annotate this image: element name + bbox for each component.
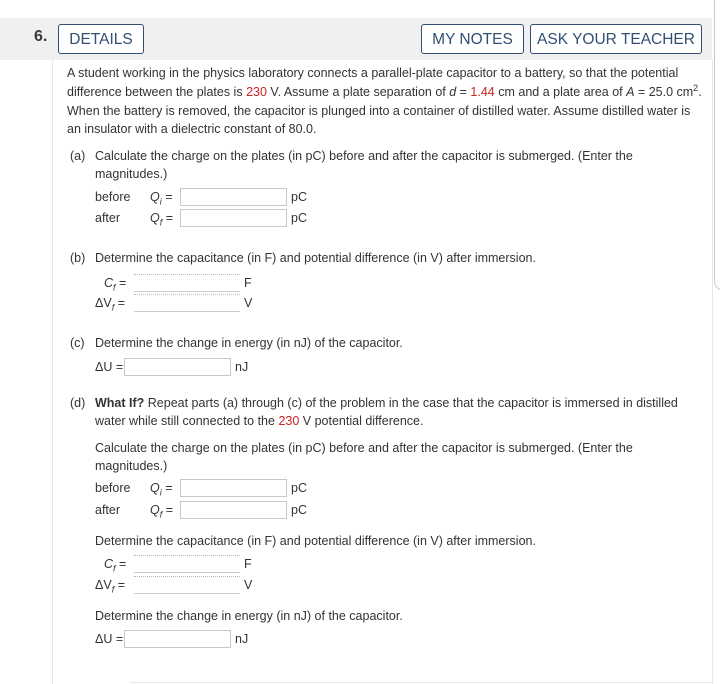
part-d-label: (d)	[70, 396, 86, 410]
part-c-label: (c)	[70, 336, 85, 350]
part-c-text: Determine the change in energy (in nJ) of the capacitor.	[95, 336, 403, 350]
part-d-energy-text: Determine the change in energy (in nJ) of the capacitor.	[95, 609, 403, 623]
part-a-qf-input[interactable]	[180, 209, 287, 227]
before-label: before	[95, 481, 131, 495]
unit-label: V	[244, 296, 253, 310]
after-label: after	[95, 503, 121, 517]
after-label: after	[95, 211, 121, 225]
qf-label: $Q_f$ =	[150, 211, 174, 228]
unit-label: nJ	[235, 632, 249, 646]
unit-label: V	[244, 578, 253, 592]
part-c-du-input[interactable]	[124, 358, 231, 376]
given-separation: 1.44	[470, 85, 495, 99]
scrollbar-edge	[714, 0, 720, 291]
part-d-cf-input[interactable]	[134, 555, 240, 573]
cf-label: $C_f$ =	[104, 276, 127, 293]
given-voltage: 230	[278, 414, 300, 428]
part-d-text: water while still connected to the 230 V potential difference.	[95, 414, 424, 428]
problem-line-1: A student working in the physics laboratory connects a parallel-plate capacitor to a battery, so that the potential	[67, 66, 679, 80]
my-notes-button[interactable]: MY NOTES	[421, 24, 524, 54]
unit-label: pC	[291, 481, 307, 495]
qf-label: $Q_f$ =	[150, 503, 174, 520]
du-label: ΔU =	[95, 632, 124, 646]
part-b-text: Determine the capacitance (in F) and potential difference (in V) after immersion.	[95, 251, 536, 265]
part-d-charge-text: magnitudes.)	[95, 459, 168, 473]
dvf-label: $\Delta V_f$ =	[95, 296, 125, 313]
part-d-du-input[interactable]	[124, 630, 231, 648]
problem-line-4: an insulator with a dielectric constant of 80.0.	[67, 122, 317, 136]
unit-label: nJ	[235, 360, 249, 374]
unit-label: pC	[291, 211, 307, 225]
part-d-qf-input[interactable]	[180, 501, 287, 519]
part-a-text: magnitudes.)	[95, 167, 168, 181]
divider	[712, 60, 713, 684]
part-d-charge-text: Calculate the charge on the plates (in pC) before and after the capacitor is submerged. (Enter the	[95, 441, 633, 455]
question-number: 6.	[34, 28, 48, 45]
divider	[130, 682, 712, 683]
unit-label: pC	[291, 503, 307, 517]
part-d-dvf-input[interactable]	[134, 576, 240, 594]
part-d-capacitance-text: Determine the capacitance (in F) and potential difference (in V) after immersion.	[95, 534, 536, 548]
part-d-qi-input[interactable]	[180, 479, 287, 497]
du-label: ΔU =	[95, 360, 124, 374]
dvf-label: $\Delta V_f$ =	[95, 578, 125, 595]
problem-line-2: difference between the plates is 230 V. Assume a plate separation of d = 1.44 cm and a plate area of A = 25.0 $cm^2$.	[67, 82, 702, 99]
details-button[interactable]: DETAILS	[58, 24, 144, 54]
qi-label: $Q_i$ =	[150, 481, 173, 498]
part-d-text: What If? Repeat parts (a) through (c) of the problem in the case that the capacitor is immersed in distilled	[95, 396, 678, 410]
part-b-label: (b)	[70, 251, 86, 265]
cf-label: $C_f$ =	[104, 557, 127, 574]
before-label: before	[95, 190, 131, 204]
problem-line-3: When the battery is removed, the capacitor is plunged into a container of distilled water. Assume distilled water is	[67, 104, 691, 118]
what-if-label: What If?	[95, 396, 145, 410]
given-voltage: 230	[246, 85, 267, 99]
part-a-text: Calculate the charge on the plates (in pC) before and after the capacitor is submerged. (Enter the	[95, 149, 633, 163]
part-a-qi-input[interactable]	[180, 188, 287, 206]
unit-label: F	[244, 557, 252, 571]
part-b-dvf-input[interactable]	[134, 294, 240, 312]
part-a-label: (a)	[70, 149, 86, 163]
ask-your-teacher-button[interactable]: ASK YOUR TEACHER	[530, 24, 702, 54]
unit-label: F	[244, 276, 252, 290]
qi-label: $Q_i$ =	[150, 190, 173, 207]
part-b-cf-input[interactable]	[134, 274, 240, 292]
unit-label: pC	[291, 190, 307, 204]
